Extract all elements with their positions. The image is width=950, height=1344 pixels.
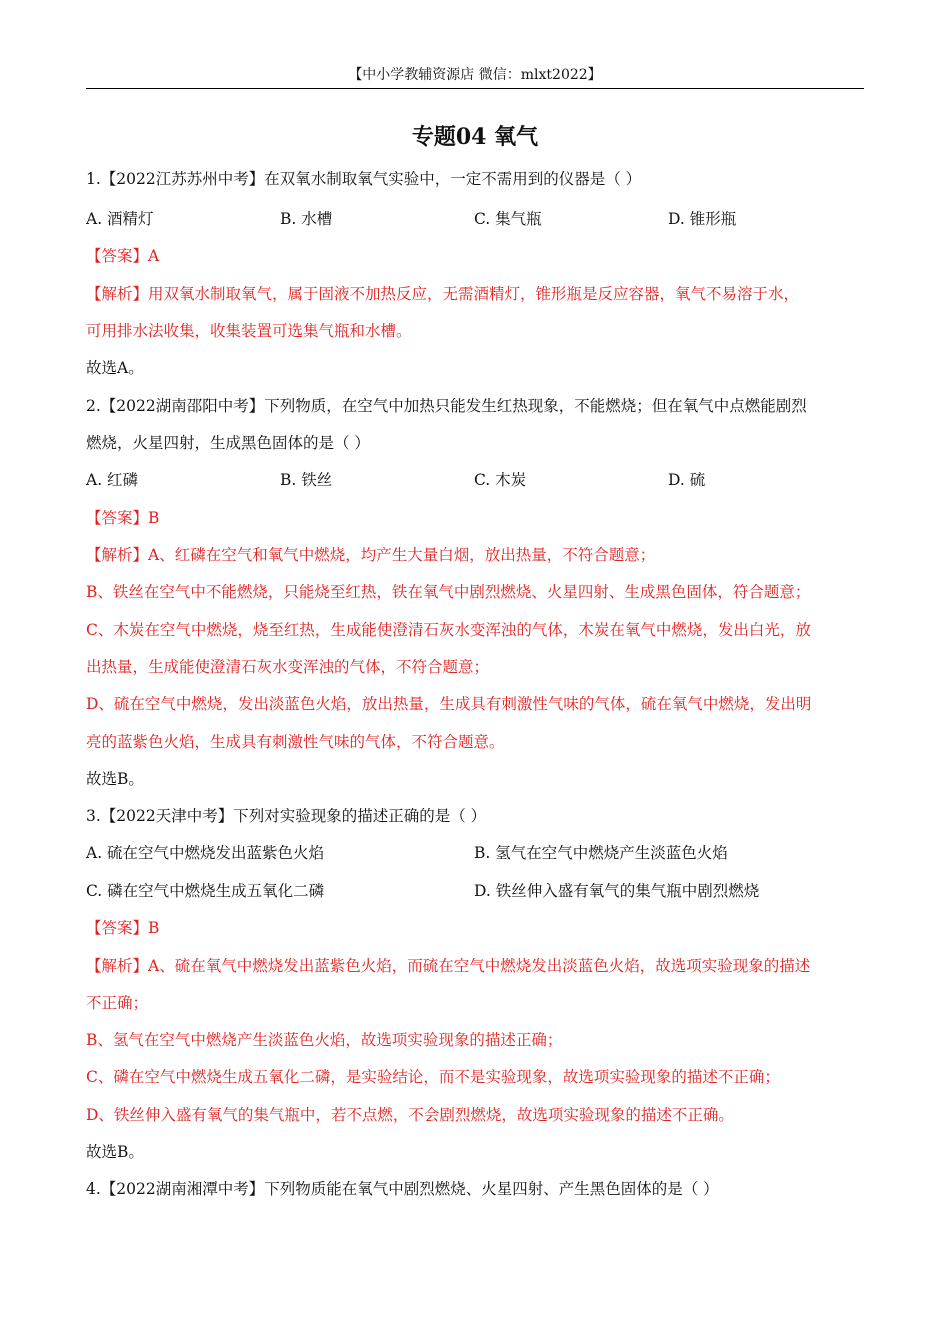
q1-option-c: C. 集气瓶 xyxy=(474,210,542,228)
q2-analysis-line-2: B、铁丝在空气中不能燃烧，只能烧至红热，铁在氧气中剧烈燃烧、火星四射、生成黑色固体，符合题意； xyxy=(86,583,811,601)
q2-analysis-line-1: 【解析】A、红磷在空气和氧气中燃烧，均产生大量白烟，放出热量，不符合题意； xyxy=(86,546,656,564)
question-2-stem-line-2: 燃烧，火星四射，生成黑色固体的是（ ） xyxy=(86,434,370,452)
q3-analysis-line-1: 【解析】A、硫在氧气中燃烧发出蓝紫色火焰，而硫在空气中燃烧发出淡蓝色火焰，故选项实验现象的描述 xyxy=(86,957,811,975)
q3-conclusion: 故选B。 xyxy=(86,1143,144,1161)
q2-answer: 【答案】B xyxy=(86,509,160,527)
q1-conclusion: 故选A。 xyxy=(86,359,144,377)
question-2-stem-line-1: 2.【2022湖南邵阳中考】下列物质，在空气中加热只能发生红热现象，不能燃烧；但在氧气中点燃能剧烈 xyxy=(86,397,807,415)
q3-option-d: D. 铁丝伸入盛有氧气的集气瓶中剧烈燃烧 xyxy=(474,882,760,900)
question-4-stem: 4.【2022湖南湘潭中考】下列物质能在氧气中剧烈燃烧、火星四射、产生黑色固体的是（ ） xyxy=(86,1180,719,1198)
q2-option-d: D. 硫 xyxy=(668,471,706,489)
q2-option-c: C. 木炭 xyxy=(474,471,527,489)
page-title: 专题04 氧气 xyxy=(411,124,539,150)
q3-analysis-line-4: C、磷在空气中燃烧生成五氧化二磷，是实验结论，而不是实验现象，故选项实验现象的描述不正确； xyxy=(86,1068,780,1086)
q3-answer: 【答案】B xyxy=(86,919,160,937)
q3-option-b: B. 氢气在空气中燃烧产生淡蓝色火焰 xyxy=(474,844,728,862)
q1-option-d: D. 锥形瓶 xyxy=(668,210,737,228)
q1-option-a: A. 酒精灯 xyxy=(86,210,154,228)
q2-analysis-line-3: C、木炭在空气中燃烧，烧至红热，生成能使澄清石灰水变浑浊的气体，木炭在氧气中燃烧，发出白光，放 xyxy=(86,621,811,639)
q3-option-a: A. 硫在空气中燃烧发出蓝紫色火焰 xyxy=(86,844,325,862)
q2-analysis-line-5: D、硫在空气中燃烧，发出淡蓝色火焰，放出热量，生成具有刺激性气味的气体，硫在氧气中燃烧，发出明 xyxy=(86,695,812,713)
q2-analysis-line-4: 出热量，生成能使澄清石灰水变浑浊的气体，不符合题意； xyxy=(86,658,490,676)
q1-option-b: B. 水槽 xyxy=(280,210,333,228)
q3-analysis-line-2: 不正确； xyxy=(86,994,149,1012)
q1-analysis-line-2: 可用排水法收集，收集装置可选集气瓶和水槽。 xyxy=(86,322,412,340)
q2-option-a: A. 红磷 xyxy=(86,471,139,489)
header-divider xyxy=(86,88,864,89)
q3-option-c: C. 磷在空气中燃烧生成五氧化二磷 xyxy=(86,882,325,900)
q2-analysis-line-6: 亮的蓝紫色火焰，生成具有刺激性气味的气体，不符合题意。 xyxy=(86,733,505,751)
q1-analysis-line-1: 【解析】用双氧水制取氧气，属于固液不加热反应，无需酒精灯，锥形瓶是反应容器，氧气不易溶于水， xyxy=(86,285,800,303)
q2-option-b: B. 铁丝 xyxy=(280,471,333,489)
q2-conclusion: 故选B。 xyxy=(86,770,144,788)
question-3-stem: 3.【2022天津中考】下列对实验现象的描述正确的是（ ） xyxy=(86,807,487,825)
q3-analysis-line-5: D、铁丝伸入盛有氧气的集气瓶中，若不点燃，不会剧烈燃烧，故选项实验现象的描述不正确。 xyxy=(86,1106,734,1124)
q3-analysis-line-3: B、氢气在空气中燃烧产生淡蓝色火焰，故选项实验现象的描述正确； xyxy=(86,1031,563,1049)
q1-answer: 【答案】A xyxy=(86,247,160,265)
page-header: 【中小学教辅资源店 微信：mlxt2022】 xyxy=(348,67,602,83)
question-1-stem: 1.【2022江苏苏州中考】在双氧水制取氧气实验中，一定不需用到的仪器是（ ） xyxy=(86,170,642,188)
